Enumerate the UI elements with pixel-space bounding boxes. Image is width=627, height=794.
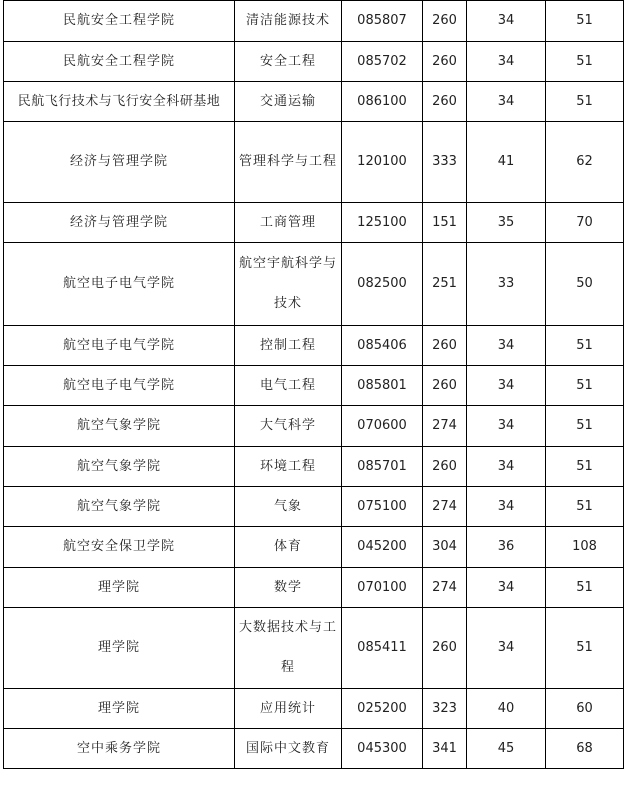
table-row xyxy=(4,82,624,122)
major-code-cell: 085406 xyxy=(342,326,423,366)
table-row xyxy=(4,42,624,82)
major-cell: 数学 xyxy=(235,568,342,608)
major-code-cell: 045200 xyxy=(342,527,423,568)
major-code-cell: 070600 xyxy=(342,406,423,447)
college-cell: 航空电子电气学院 xyxy=(4,326,235,366)
single-score-a-cell: 33 xyxy=(467,243,546,326)
table-row xyxy=(4,487,624,527)
single-score-b-cell: 51 xyxy=(546,406,624,447)
major-code-cell: 085801 xyxy=(342,366,423,406)
single-score-a-cell: 34 xyxy=(467,447,546,487)
total-score-cell: 323 xyxy=(423,689,467,729)
table-row xyxy=(4,689,624,729)
major-cell: 气象 xyxy=(235,487,342,527)
single-score-b-cell: 51 xyxy=(546,366,624,406)
single-score-a-cell: 40 xyxy=(467,689,546,729)
major-code-cell: 075100 xyxy=(342,487,423,527)
single-score-b-cell: 51 xyxy=(546,326,624,366)
major-code-cell: 086100 xyxy=(342,82,423,122)
single-score-b-cell: 51 xyxy=(546,1,624,42)
table-row xyxy=(4,326,624,366)
table-row xyxy=(4,1,624,42)
single-score-b-cell: 51 xyxy=(546,487,624,527)
single-score-a-cell: 34 xyxy=(467,42,546,82)
major-cell: 控制工程 xyxy=(235,326,342,366)
single-score-b-cell: 51 xyxy=(546,608,624,689)
major-cell: 安全工程 xyxy=(235,42,342,82)
single-score-a-cell: 34 xyxy=(467,406,546,447)
total-score-cell: 341 xyxy=(423,729,467,769)
total-score-cell: 260 xyxy=(423,1,467,42)
college-cell: 航空气象学院 xyxy=(4,487,235,527)
table-row xyxy=(4,122,624,203)
major-cell: 体育 xyxy=(235,527,342,568)
major-cell: 大气科学 xyxy=(235,406,342,447)
single-score-a-cell: 34 xyxy=(467,568,546,608)
single-score-b-cell: 50 xyxy=(546,243,624,326)
college-cell: 航空电子电气学院 xyxy=(4,366,235,406)
table-row xyxy=(4,203,624,243)
total-score-cell: 304 xyxy=(423,527,467,568)
major-cell: 清洁能源技术 xyxy=(235,1,342,42)
single-score-a-cell: 35 xyxy=(467,203,546,243)
single-score-a-cell: 34 xyxy=(467,82,546,122)
college-cell: 民航安全工程学院 xyxy=(4,1,235,42)
table-row xyxy=(4,729,624,769)
single-score-b-cell: 70 xyxy=(546,203,624,243)
major-cell: 航空宇航科学与技术 xyxy=(235,243,342,326)
single-score-b-cell: 51 xyxy=(546,568,624,608)
major-cell: 交通运输 xyxy=(235,82,342,122)
total-score-cell: 251 xyxy=(423,243,467,326)
major-code-cell: 085807 xyxy=(342,1,423,42)
single-score-a-cell: 36 xyxy=(467,527,546,568)
major-code-cell: 085411 xyxy=(342,608,423,689)
table-row xyxy=(4,568,624,608)
major-cell: 环境工程 xyxy=(235,447,342,487)
single-score-b-cell: 51 xyxy=(546,42,624,82)
college-cell: 航空气象学院 xyxy=(4,406,235,447)
single-score-a-cell: 41 xyxy=(467,122,546,203)
college-cell: 航空气象学院 xyxy=(4,447,235,487)
major-code-cell: 082500 xyxy=(342,243,423,326)
total-score-cell: 260 xyxy=(423,366,467,406)
total-score-cell: 260 xyxy=(423,42,467,82)
total-score-cell: 260 xyxy=(423,326,467,366)
college-cell: 经济与管理学院 xyxy=(4,203,235,243)
single-score-a-cell: 34 xyxy=(467,1,546,42)
college-cell: 空中乘务学院 xyxy=(4,729,235,769)
major-code-cell: 025200 xyxy=(342,689,423,729)
single-score-a-cell: 45 xyxy=(467,729,546,769)
single-score-a-cell: 34 xyxy=(467,487,546,527)
major-code-cell: 045300 xyxy=(342,729,423,769)
major-code-cell: 085702 xyxy=(342,42,423,82)
college-cell: 航空电子电气学院 xyxy=(4,243,235,326)
table-row xyxy=(4,243,624,326)
college-cell: 理学院 xyxy=(4,689,235,729)
total-score-cell: 260 xyxy=(423,447,467,487)
table-row xyxy=(4,527,624,568)
table-row xyxy=(4,608,624,689)
major-code-cell: 070100 xyxy=(342,568,423,608)
major-code-cell: 125100 xyxy=(342,203,423,243)
college-cell: 民航飞行技术与飞行安全科研基地 xyxy=(4,82,235,122)
major-cell: 工商管理 xyxy=(235,203,342,243)
total-score-cell: 151 xyxy=(423,203,467,243)
major-cell: 管理科学与工程 xyxy=(235,122,342,203)
single-score-b-cell: 108 xyxy=(546,527,624,568)
total-score-cell: 260 xyxy=(423,82,467,122)
score-table xyxy=(3,0,624,769)
major-code-cell: 085701 xyxy=(342,447,423,487)
total-score-cell: 333 xyxy=(423,122,467,203)
total-score-cell: 274 xyxy=(423,406,467,447)
single-score-b-cell: 62 xyxy=(546,122,624,203)
single-score-b-cell: 51 xyxy=(546,82,624,122)
single-score-a-cell: 34 xyxy=(467,608,546,689)
major-cell: 电气工程 xyxy=(235,366,342,406)
single-score-b-cell: 51 xyxy=(546,447,624,487)
table-row xyxy=(4,406,624,447)
total-score-cell: 274 xyxy=(423,568,467,608)
college-cell: 理学院 xyxy=(4,568,235,608)
college-cell: 民航安全工程学院 xyxy=(4,42,235,82)
table-row xyxy=(4,366,624,406)
college-cell: 经济与管理学院 xyxy=(4,122,235,203)
college-cell: 航空安全保卫学院 xyxy=(4,527,235,568)
table-row xyxy=(4,447,624,487)
single-score-a-cell: 34 xyxy=(467,366,546,406)
single-score-b-cell: 60 xyxy=(546,689,624,729)
major-cell: 大数据技术与工程 xyxy=(235,608,342,689)
single-score-a-cell: 34 xyxy=(467,326,546,366)
college-cell: 理学院 xyxy=(4,608,235,689)
total-score-cell: 274 xyxy=(423,487,467,527)
major-cell: 国际中文教育 xyxy=(235,729,342,769)
major-cell: 应用统计 xyxy=(235,689,342,729)
major-code-cell: 120100 xyxy=(342,122,423,203)
total-score-cell: 260 xyxy=(423,608,467,689)
single-score-b-cell: 68 xyxy=(546,729,624,769)
